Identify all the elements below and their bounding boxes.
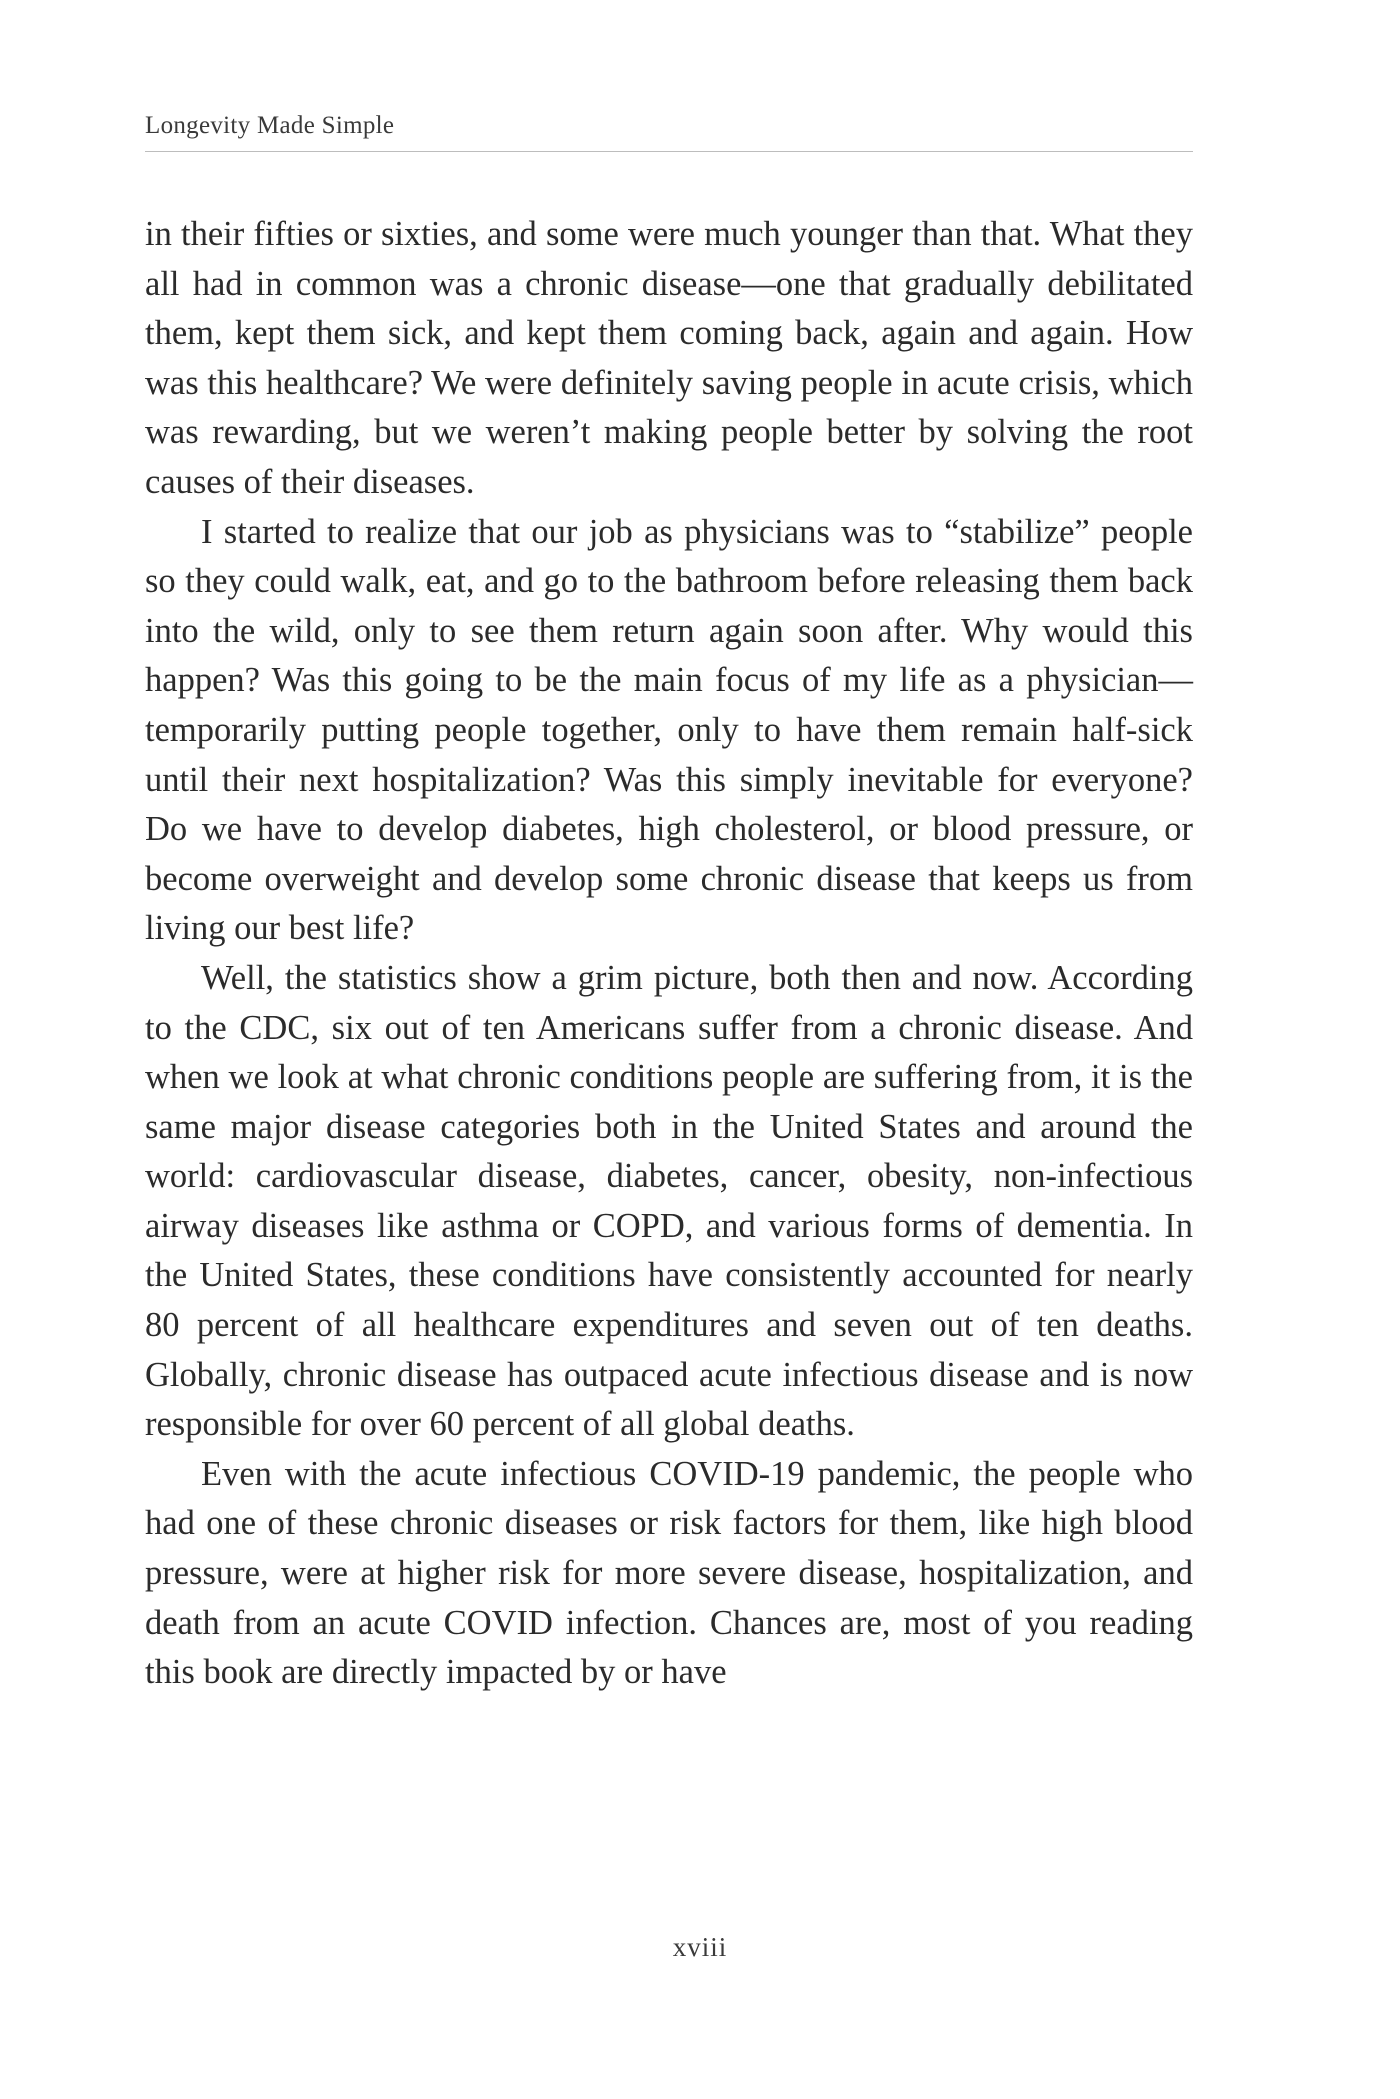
- paragraph-4: Even with the acute infectious COVID-19 pandemic, the people who had one of these chronic diseases or risk factors for them, like high blood pressure, were at higher risk for more severe disease, hospitalization, and death from an acute COVID infection. Chances are, most of you reading this book are directly impacted by or have: [145, 1454, 1193, 1692]
- page-number: xviii: [672, 1932, 728, 1962]
- body-text: [145, 210, 1193, 1698]
- paragraph-3: Well, the statistics show a grim picture, both then and now. According to the CDC, six out of ten Americans suffer from a chronic disease. And when we look at what chronic conditions people are suffering from, it is the same major disease categories both in the United States and around the world: cardiovascular disease, diabetes, cancer, obesity, non-infectious airway diseases like asthma or COPD, and various forms of dementia. In the United States, these conditions have consistently accounted for nearly 80 percent of all healthcare expenditures and seven out of ten deaths. Globally, chronic disease has outpaced acute infectious disease and is now responsible for over 60 percent of all global deaths.: [145, 958, 1193, 1444]
- paragraph-1: in their fifties or sixties, and some were much younger than that. What they all had in common was a chronic disease—one that gradually debilitated them, kept them sick, and kept them coming back, again and again. How was this healthcare? We were definitely saving people in acute crisis, which was rewarding, but we weren’t making people better by solving the root causes of their diseases.: [145, 215, 1193, 501]
- running-header: Longevity Made Simple: [145, 112, 395, 139]
- paragraph-2: I started to realize that our job as physicians was to “stabilize” people so they could walk, eat, and go to the bathroom before releasing them back into the wild, only to see them return again soon after. Why would this happen? Was this going to be the main focus of my life as a physician—temporarily putting people together, only to have them remain half-sick until their next hospitalization? Was this simply inevitable for everyone? Do we have to develop diabetes, high cholesterol, or blood pressure, or become overweight and develop some chronic disease that keeps us from living our best life?: [145, 512, 1193, 948]
- header-rule: [145, 151, 1193, 152]
